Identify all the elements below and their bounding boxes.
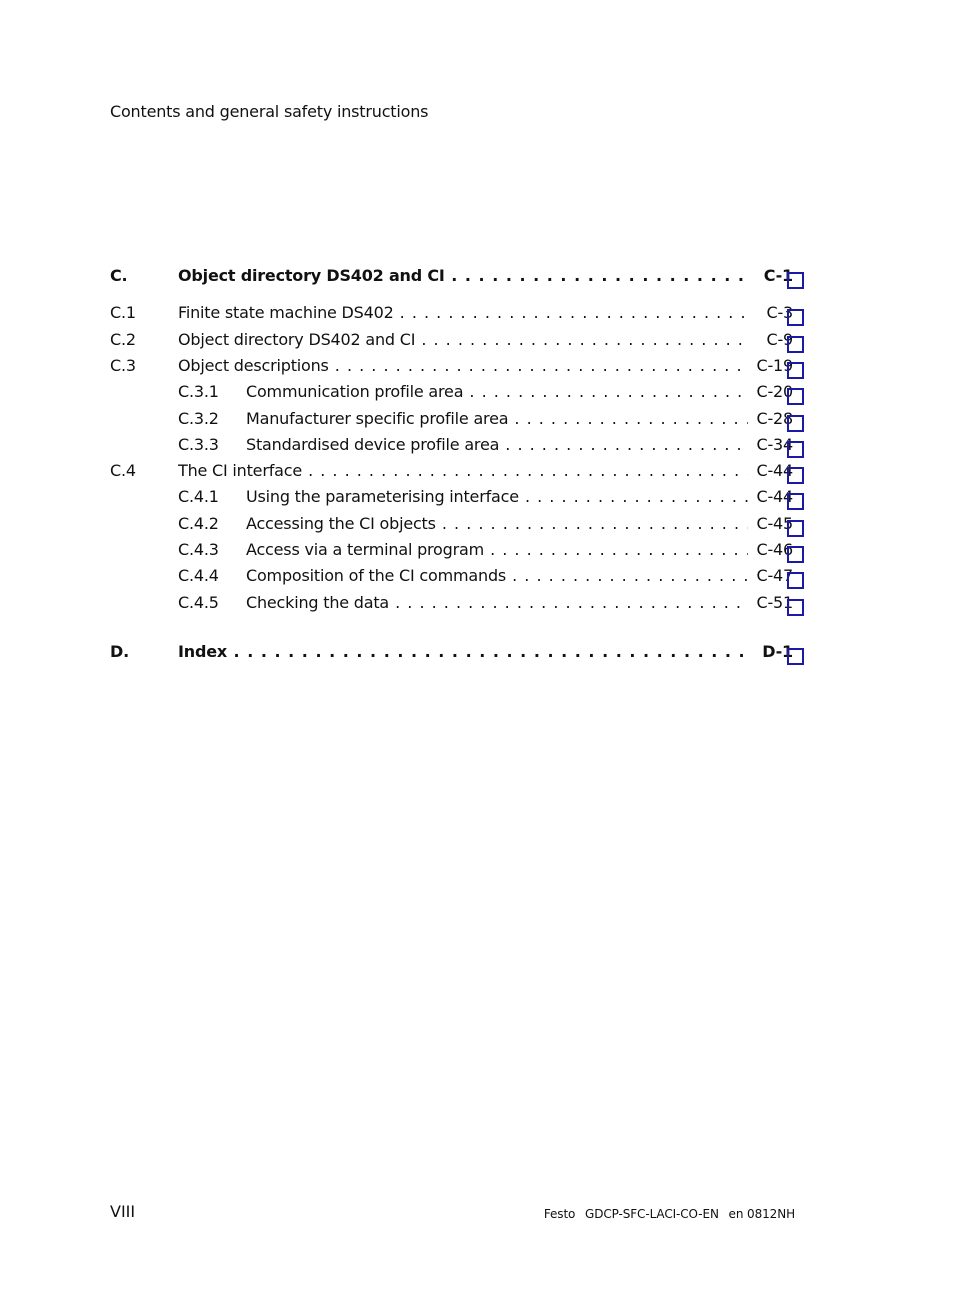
toc-entry-page[interactable]: C-47 [756,566,793,585]
hyperlink-box-icon[interactable] [787,572,804,589]
toc-entry-title-leader [246,591,748,615]
toc-entry-number: C.3 [110,356,136,375]
toc-entry-title-leader [246,485,748,509]
toc-entry[interactable] [0,433,954,457]
toc-entry-title-leader [178,264,748,288]
toc-entry-number: D. [110,642,129,661]
toc-entry[interactable] [0,264,954,288]
toc-entry-number: C.4 [110,461,136,480]
toc-entry-page[interactable]: C-20 [756,382,793,401]
toc-entry-number: C.2 [110,330,136,349]
toc-entry-title[interactable]: Object descriptions [178,356,329,375]
hyperlink-box-icon[interactable] [787,388,804,405]
toc-entry[interactable] [0,328,954,352]
hyperlink-box-icon[interactable] [787,362,804,379]
toc-entry-title[interactable]: Manufacturer specific profile area [246,409,509,428]
toc-entry-title-leader [178,328,748,352]
toc-entry[interactable] [0,538,954,562]
page-number: VIII [110,1202,136,1221]
document-footer [544,1207,795,1221]
toc-entry-number: C. [110,266,128,285]
toc-entry-page[interactable]: C-51 [756,593,793,612]
toc-entry-title[interactable]: The CI interface [178,461,302,480]
toc-entry-title[interactable]: Access via a terminal program [246,540,484,559]
toc-entry-number: C.3.3 [178,435,219,454]
toc-entry-page[interactable]: C-44 [756,487,793,506]
hyperlink-box-icon[interactable] [787,309,804,326]
toc-entry-title-leader [246,538,748,562]
toc-entry-title-leader [246,564,748,588]
hyperlink-box-icon[interactable] [787,467,804,484]
toc-entry[interactable] [0,301,954,325]
toc-entry-title[interactable]: Checking the data [246,593,390,612]
toc-entry[interactable] [0,407,954,431]
toc-entry-title-leader [246,433,748,457]
toc-entry-title-leader [178,301,748,325]
toc-entry-page[interactable]: C-3 [766,303,793,322]
toc-entry-number: C.4.4 [178,566,219,585]
toc-entry-title-leader [246,407,748,431]
toc-entry-number: C.3.1 [178,382,219,401]
toc-entry-title[interactable]: Using the parameterising interface [246,487,519,506]
hyperlink-box-icon[interactable] [787,415,804,432]
toc-entry-page[interactable]: C-1 [763,266,793,285]
hyperlink-box-icon[interactable] [787,648,804,665]
toc-entry-page[interactable]: C-9 [766,330,793,349]
toc-entry-page[interactable]: D-1 [762,642,793,661]
footer-company: Festo [543,1207,576,1221]
toc-entry-page[interactable]: C-19 [756,356,793,375]
hyperlink-box-icon[interactable] [787,493,804,510]
toc-entry-title-leader [178,354,748,378]
hyperlink-box-icon[interactable] [787,336,804,353]
hyperlink-box-icon[interactable] [787,441,804,458]
hyperlink-box-icon[interactable] [787,272,804,289]
toc-entry[interactable] [0,640,954,664]
toc-entry-title[interactable]: Accessing the CI objects [246,514,436,533]
toc-entry-page[interactable]: C-28 [756,409,793,428]
hyperlink-box-icon[interactable] [787,599,804,616]
toc-entry[interactable] [0,354,954,378]
toc-entry[interactable] [0,591,954,615]
toc-entry-title[interactable]: Index [178,642,227,661]
toc-entry-title-leader [246,512,748,536]
footer-doc-id: GDCP-SFC-LACI-CO-EN [585,1207,719,1221]
toc-entry-number: C.4.2 [178,514,219,533]
toc-entry-number: C.1 [110,303,136,322]
footer-edition: en 0812NH [728,1207,795,1221]
toc-entry-page[interactable]: C-34 [756,435,793,454]
toc-entry-number: C.4.1 [178,487,219,506]
toc-entry-page[interactable]: C-44 [756,461,793,480]
toc-entry-number: C.4.3 [178,540,219,559]
toc-entry-number: C.3.2 [178,409,219,428]
toc-entry-page[interactable]: C-45 [756,514,793,533]
running-header: Contents and general safety instructions [110,102,429,121]
toc-entry-title[interactable]: Object directory DS402 and CI [178,330,416,349]
hyperlink-box-icon[interactable] [787,546,804,563]
toc-entry-title[interactable]: Finite state machine DS402 [178,303,394,322]
toc-entry-title[interactable]: Communication profile area [246,382,464,401]
toc-entry-title[interactable]: Composition of the CI commands [246,566,507,585]
toc-entry-title[interactable]: Object directory DS402 and CI [178,266,445,285]
toc-entry[interactable] [0,485,954,509]
toc-entry[interactable] [0,459,954,483]
toc-entry-number: C.4.5 [178,593,219,612]
toc-entry[interactable] [0,380,954,404]
toc-entry-title-leader [178,459,748,483]
toc-entry[interactable] [0,564,954,588]
toc-entry-title-leader [246,380,748,404]
hyperlink-box-icon[interactable] [787,520,804,537]
toc-entry-title[interactable]: Standardised device profile area [246,435,500,454]
toc-entry-page[interactable]: C-46 [756,540,793,559]
toc-entry-title-leader [178,640,748,664]
toc-entry[interactable] [0,512,954,536]
